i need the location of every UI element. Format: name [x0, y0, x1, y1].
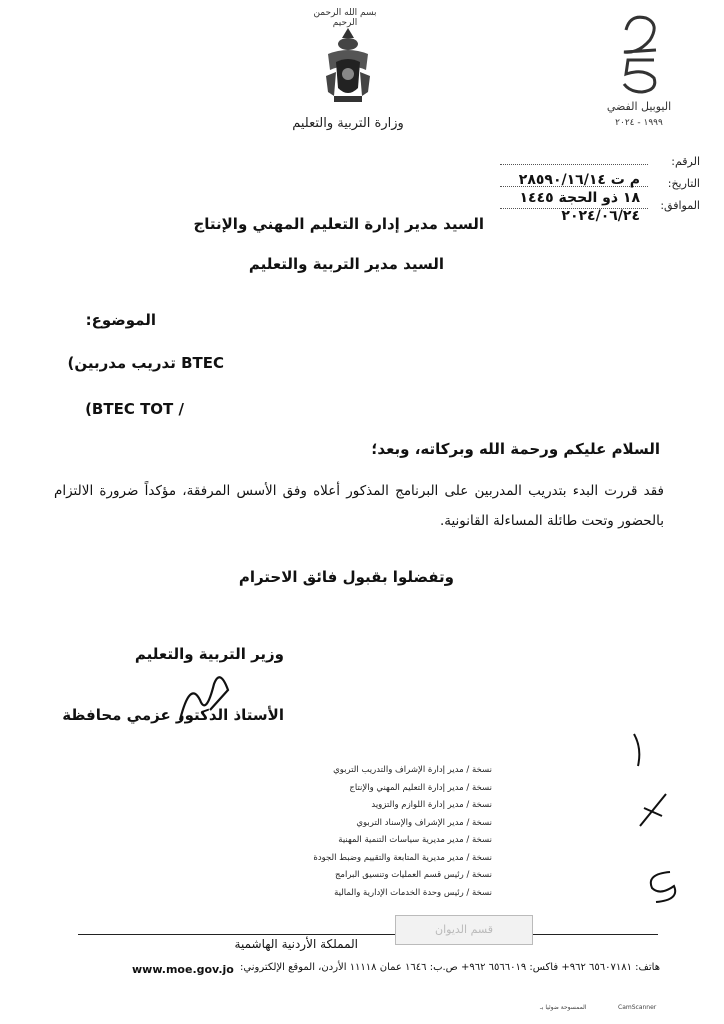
copy-item: نسخة / مدير الإشراف والإسناد التربوي [356, 817, 492, 828]
subject-line-2: (BTEC TOT / [85, 400, 184, 418]
addressee-line-2: السيد مدير التربية والتعليم [248, 255, 444, 273]
addressee-line-1: السيد مدير إدارة التعليم المهني والإنتاج [193, 215, 484, 233]
body-paragraph: فقد قررت البدء بتدريب المدربين على البرنامج المذكور أعلاه وفق الأسس المرفقة، مؤكداً ضرورة الالتزام بالحضور وتحت طائلة المساءلة القانونية. [54, 483, 664, 529]
scanner-caption-ar: الممسوحة ضوئيا بـ [540, 1004, 587, 1011]
reference-number: م ت ٢٨٥٩٠/١٦/١٤ [518, 172, 640, 188]
copy-item: نسخة / رئيس وحدة الخدمات الإدارية والمالية [334, 887, 492, 898]
footer-divider [78, 934, 658, 935]
copy-item: نسخة / مدير إدارة اللوازم والتزويد [371, 800, 492, 810]
footer-contact: هاتف: ٦٥٦٠٧١٨١ ٩٦٢+ فاكس: ٦٥٦٦٠١٩ ٩٦٢+ ص.ب: ١٦٤٦ عمان ١١١١٨ الأردن، الموقع الإلكتروني: [240, 962, 660, 973]
gregorian-label: الموافق: [660, 199, 700, 212]
copy-item: نسخة / مدير إدارة التعليم المهني والإنتاج [349, 782, 492, 793]
basmala-text: بسم الله الرحمن الرحيم [313, 8, 377, 28]
greeting: السلام عليكم ورحمة الله وبركاته، وبعد؛ [371, 440, 660, 458]
copy-item: نسخة / مدير مديرية المتابعة والتقييم وضبط الجودة [313, 852, 492, 863]
scanner-caption-en: CamScanner [618, 1004, 657, 1011]
handwritten-mark-icon [640, 866, 684, 906]
minister-title: وزير التربية والتعليم [134, 645, 284, 663]
copies-list [222, 762, 492, 902]
number-label: الرقم: [671, 155, 700, 168]
closing-line: وتفضلوا بقبول فائق الاحترام [238, 568, 454, 586]
jubilee-caption: اليوبيل الفضي [606, 100, 672, 113]
reference-values [480, 172, 640, 226]
date-label: التاريخ: [667, 177, 700, 190]
copy-item: نسخة / مدير مديرية سياسات التنمية المهنية [338, 835, 492, 845]
ministry-logo-text: وزارة التربية والتعليم [292, 116, 404, 131]
silver-jubilee-25-logo-icon [610, 10, 670, 96]
subject-label: الموضوع: [85, 311, 156, 329]
number-dotted-line [500, 152, 648, 165]
copy-item: نسخة / رئيس قسم العمليات وتنسيق البرامج [334, 870, 492, 880]
coat-of-arms-icon [322, 26, 374, 106]
subject-line-1: (تدريب مدربين BTEC [67, 354, 224, 372]
footer-country: المملكة الأردنية الهاشمية [234, 937, 358, 951]
hijri-date: ١٨ ذو الحجة ١٤٤٥ [519, 190, 640, 206]
footer-website-link[interactable]: www.moe.gov.jo [132, 963, 234, 976]
gregorian-date: ٢٠٢٤/٠٦/٢٤ [561, 208, 640, 224]
minister-name: الأستاذ الدكتور عزمي محافظة [62, 706, 284, 724]
handwritten-mark-icon [628, 730, 654, 770]
registry-stamp: قسم الديوان [395, 915, 533, 945]
handwritten-mark-icon [636, 790, 670, 830]
copy-item: نسخة / مدير إدارة الإشراف والتدريب التربوي [333, 765, 492, 775]
jubilee-years: ١٩٩٩ - ٢٠٢٤ [615, 118, 663, 128]
